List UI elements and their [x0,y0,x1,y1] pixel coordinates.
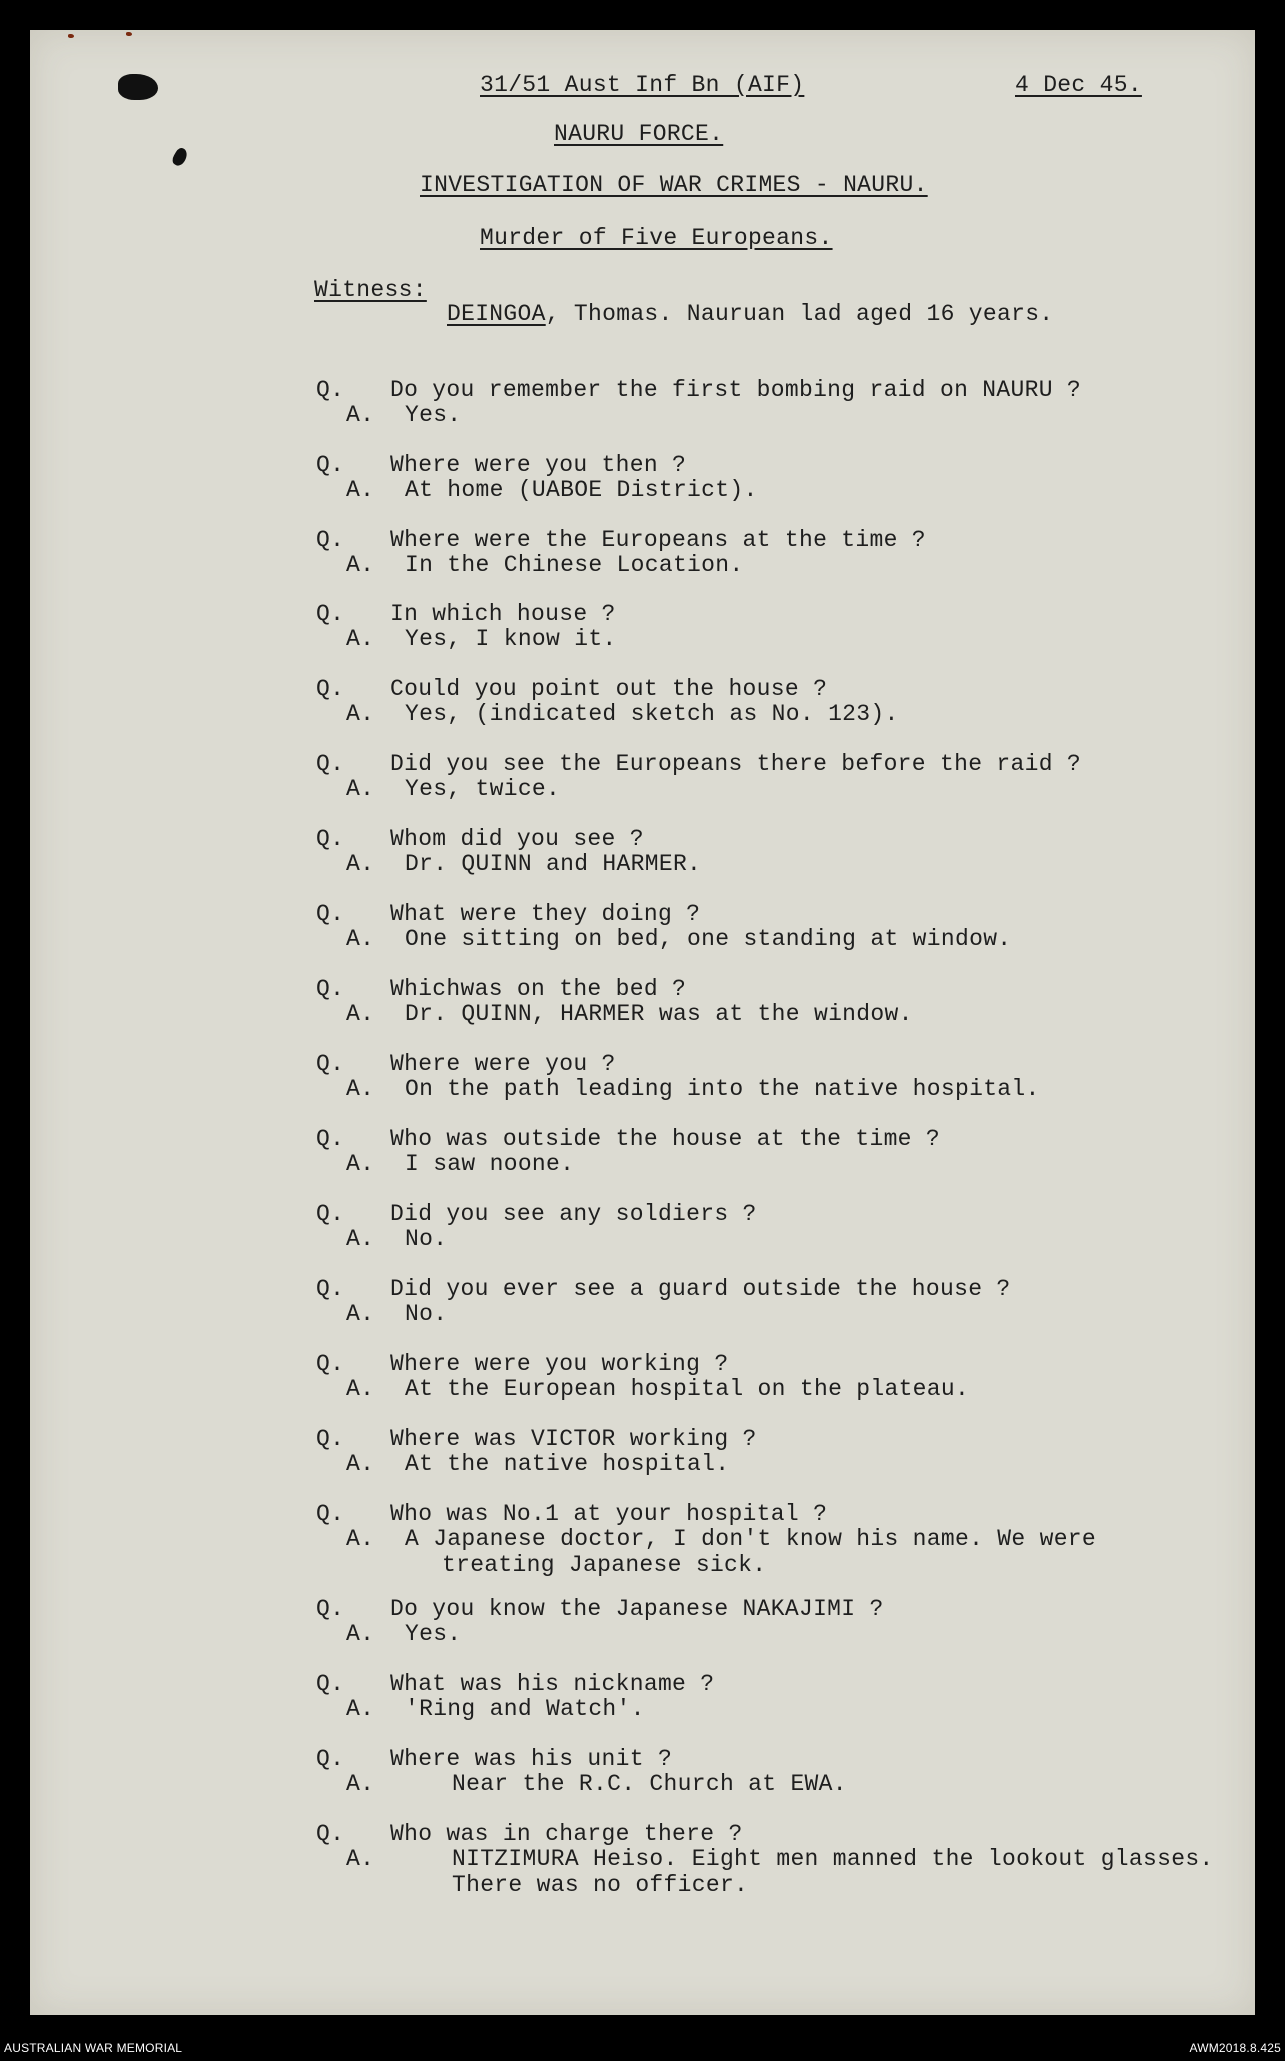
answer-label: A. [346,926,375,952]
answer-text: Near the R.C. Church at EWA. [452,1771,847,1797]
question-label: Q. [316,601,345,627]
answer-label: A. [346,552,375,578]
question-label: Q. [316,1051,345,1077]
question-label: Q. [316,1126,345,1152]
ink-blot [118,74,158,100]
question-text: Did you ever see a guard outside the house ? [390,1276,1011,1302]
answer-label: A. [346,477,375,503]
ink-blot [170,146,189,168]
question-label: Q. [316,676,345,702]
question-text: Did you see the Europeans there before the raid ? [390,751,1082,777]
question-label: Q. [316,1276,345,1302]
question-text: Where was VICTOR working ? [390,1426,757,1452]
answer-text: A Japanese doctor, I don't know his name. We were [405,1526,1097,1552]
answer-text: I saw noone. [405,1151,575,1177]
question-label: Q. [316,377,345,403]
question-label: Q. [316,1746,345,1772]
witness-name: DEINGOA [447,301,546,327]
question-label: Q. [316,1596,345,1622]
answer-text: Yes. [405,1621,462,1647]
answer-label: A. [346,1771,375,1797]
witness-description: , Thomas. Nauruan lad aged 16 years. [545,301,1054,327]
question-text: Do you know the Japanese NAKAJIMI ? [390,1596,884,1622]
question-text: Do you remember the first bombing raid on NAURU ? [390,377,1082,403]
answer-label: A. [346,1526,375,1552]
answer-text: Yes, (indicated sketch as No. 123). [405,701,899,727]
answer-label: A. [346,1621,375,1647]
answer-text-continued: treating Japanese sick. [442,1552,767,1578]
question-text: Where was his unit ? [390,1746,673,1772]
answer-label: A. [346,1226,375,1252]
question-label: Q. [316,901,345,927]
question-label: Q. [316,1351,345,1377]
footer-reference: AWM2018.8.425 [1189,2041,1281,2055]
answer-text: In the Chinese Location. [405,552,744,578]
answer-text: One sitting on bed, one standing at window. [405,926,1012,952]
answer-label: A. [346,851,375,877]
force-heading: NAURU FORCE. [554,121,724,147]
answer-label: A. [346,1301,375,1327]
document-title: INVESTIGATION OF WAR CRIMES - NAURU. [420,172,928,198]
answer-text: NITZIMURA Heiso. Eight men manned the lookout glasses. [452,1846,1214,1872]
document-subtitle: Murder of Five Europeans. [480,225,833,251]
question-text: Who was outside the house at the time ? [390,1126,940,1152]
question-text: Did you see any soldiers ? [390,1201,757,1227]
answer-text: Yes, I know it. [405,626,617,652]
question-text: Whichwas on the bed ? [390,976,687,1002]
question-label: Q. [316,1821,345,1847]
answer-label: A. [346,776,375,802]
footer-credit: AUSTRALIAN WAR MEMORIAL [4,2041,183,2055]
answer-text: At home (UABOE District). [405,477,758,503]
answer-text: No. [405,1226,448,1252]
question-text: What were they doing ? [390,901,701,927]
answer-label: A. [346,402,375,428]
answer-text: 'Ring and Watch'. [405,1696,645,1722]
answer-text: Yes, twice. [405,776,561,802]
answer-label: A. [346,626,375,652]
rust-mark [126,32,132,36]
question-text: Where were you working ? [390,1351,729,1377]
question-label: Q. [316,976,345,1002]
unit-heading: 31/51 Aust Inf Bn (AIF) [480,72,805,98]
answer-label: A. [346,1846,375,1872]
answer-label: A. [346,1376,375,1402]
question-text: Where were you ? [390,1051,616,1077]
answer-text: Dr. QUINN and HARMER. [405,851,702,877]
witness-label: Witness: [314,277,427,303]
question-label: Q. [316,1501,345,1527]
question-text: Who was in charge there ? [390,1821,743,1847]
question-label: Q. [316,751,345,777]
answer-text: At the European hospital on the plateau. [405,1376,970,1402]
answer-label: A. [346,1076,375,1102]
question-text: In which house ? [390,601,616,627]
answer-text: No. [405,1301,448,1327]
answer-label: A. [346,1696,375,1722]
answer-label: A. [346,1151,375,1177]
question-text: Whom did you see ? [390,826,644,852]
question-label: Q. [316,1201,345,1227]
question-label: Q. [316,452,345,478]
answer-text: Yes. [405,402,462,428]
answer-text: Dr. QUINN, HARMER was at the window. [405,1001,913,1027]
question-text: Where were you then ? [390,452,687,478]
answer-label: A. [346,701,375,727]
question-label: Q. [316,1426,345,1452]
rust-mark [68,34,74,38]
question-text: What was his nickname ? [390,1671,715,1697]
answer-label: A. [346,1001,375,1027]
document-date: 4 Dec 45. [1015,72,1142,98]
question-text: Could you point out the house ? [390,676,828,702]
answer-label: A. [346,1451,375,1477]
question-label: Q. [316,1671,345,1697]
question-text: Where were the Europeans at the time ? [390,527,926,553]
answer-text: On the path leading into the native hospital. [405,1076,1040,1102]
question-text: Who was No.1 at your hospital ? [390,1501,828,1527]
witness-line [447,301,1053,327]
question-label: Q. [316,826,345,852]
question-label: Q. [316,527,345,553]
answer-text-continued: There was no officer. [452,1872,749,1898]
answer-text: At the native hospital. [405,1451,730,1477]
